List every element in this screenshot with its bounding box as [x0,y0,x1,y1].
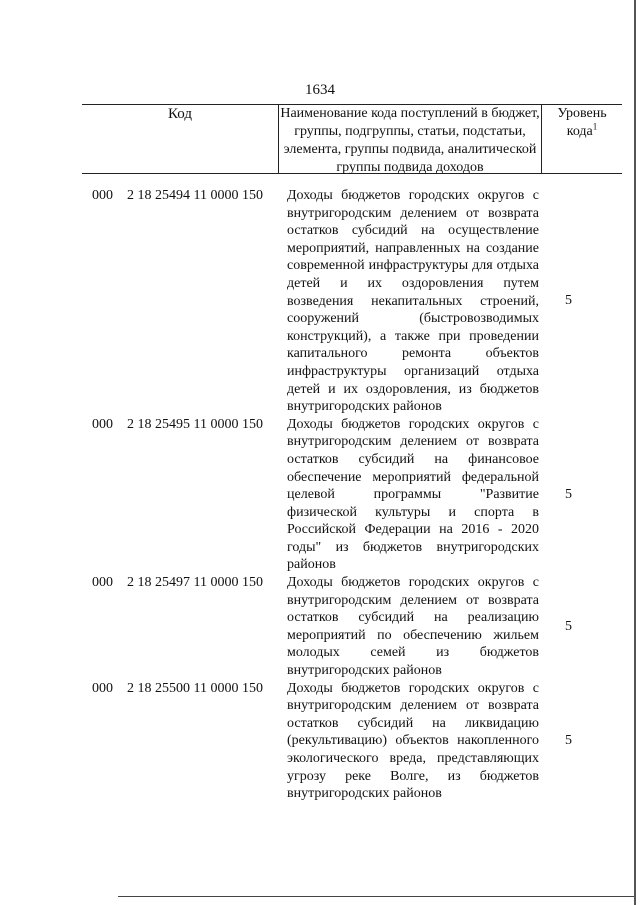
page-number: 1634 [305,82,335,98]
row-level: 5 [565,618,572,634]
row-name: Доходы бюджетов городских округов с внутригородским делением от возврата остатков субсидий на реализацию мероприятий по обеспечению жильем молодых семей из бюджетов внутригородских районов [287,575,539,679]
table-row [0,574,640,680]
row-name: Доходы бюджетов городских округов с внутригородским делением от возврата остатков субсидий на осуществление мероприятий, направленных на создание современной инфраструктуры для отдыха детей и их оздоровления путем возведения некапитальных строений, сооружений (быстровозводимых конструкций), а также при проведении капитального ремонта объектов инфраструктуры организаций отдыха детей и их оздоровления, из бюджетов внутригородских районов [287,188,539,415]
row-name: Доходы бюджетов городских округов с внутригородским делением от возврата остатков субсидий на ликвидацию (рекультивацию) объектов накопленного экологического вреда, представляющих угрозу реке Волге, из бюджетов внутригородских районов [287,680,539,802]
row-code: 2 18 25494 11 0000 150 [127,188,263,203]
row-prefix: 000 [92,188,113,203]
row-name: Доходы бюджетов городских округов с внутригородским делением от возврата остатков субсидий на финансовое обеспечение мероприятий федеральной целевой программы "Развитие физической культуры и спорта в Российской Федерации на 2016 - 2020 годы" из бюджетов внутригородских районов [287,416,539,573]
row-level: 5 [565,733,572,749]
row-prefix: 000 [92,575,113,591]
header-level-footnote: 1 [592,121,598,132]
table-row [0,187,640,416]
table-row [0,680,640,803]
header-code: Код [82,105,279,173]
row-code: 2 18 25495 11 0000 150 [127,416,263,432]
scan-bottom-edge [118,896,634,897]
row-code: 2 18 25500 11 0000 150 [127,680,263,696]
header-level-text: Уровень кода [557,106,607,139]
row-level: 5 [565,486,572,502]
row-prefix: 000 [92,416,113,432]
scan-right-edge [634,0,636,905]
table-header [82,104,622,174]
header-name: Наименование кода поступлений в бюджет, группы, подгруппы, статьи, подстатьи, элемента, группы подвида, аналитической группы подвида доходов [279,105,542,173]
row-prefix: 000 [92,680,113,696]
header-level [542,105,622,173]
row-level: 5 [565,293,572,309]
table-body [0,187,640,803]
row-code: 2 18 25497 11 0000 150 [127,575,263,591]
table-row [0,416,640,574]
